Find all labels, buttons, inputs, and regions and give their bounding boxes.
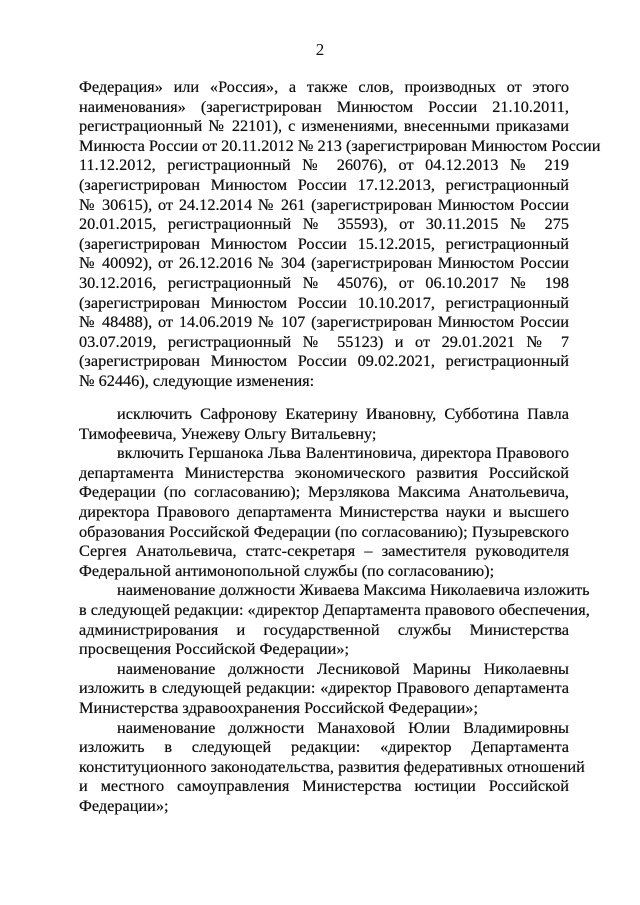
- text-line: департамента Министерства экономического развития Российской: [79, 462, 569, 482]
- change-paragraph: [79, 404, 569, 443]
- change-paragraph: [79, 580, 590, 659]
- paragraph: [79, 77, 601, 391]
- change-paragraph: [79, 443, 569, 580]
- intro-paragraph: [79, 77, 601, 391]
- text-line: директора Правового департамента Министерства науки и высшего: [79, 501, 569, 521]
- text-line: (зарегистрирован Минюстом России 17.12.2013, регистрационный: [79, 174, 569, 194]
- change-paragraph: [79, 717, 585, 816]
- text-line: (зарегистрирован Минюстом России 10.10.2017, регистрационный: [79, 292, 569, 312]
- text-line: Федерации»;: [79, 795, 169, 815]
- text-line: 11.12.2012, регистрационный № 26076), от 04.12.2013 № 219: [79, 155, 569, 175]
- text-line: (зарегистрирован Минюстом России 15.12.2015, регистрационный: [79, 233, 569, 253]
- text-line: наименование должности Живаева Максима Николаевича изложить: [117, 580, 590, 600]
- text-line: № 30615), от 24.12.2014 № 261 (зарегистрирован Минюстом России: [79, 194, 569, 214]
- text-line: включить Гершанока Льва Валентиновича, директора Правового: [117, 443, 569, 463]
- text-line: наименование должности Лесниковой Марины Николаевны: [117, 658, 569, 678]
- text-line: Федерация» или «Россия», а также слов, производных от этого: [79, 77, 569, 96]
- text-line: в следующей редакции: «директор Департамента правового обеспечения,: [79, 599, 590, 619]
- text-line: Тимофеевича, Унежеву Ольгу Витальевну;: [79, 423, 377, 443]
- text-line: № 62446), следующие изменения:: [79, 370, 315, 390]
- text-line: наименования» (зарегистрирован Минюстом России 21.10.2011,: [79, 96, 569, 116]
- text-line: 30.12.2016, регистрационный № 45076), от 06.10.2017 № 198: [79, 272, 569, 292]
- text-line: администрирования и государственной службы Министерства: [79, 619, 569, 639]
- change-paragraph: [79, 659, 569, 718]
- text-line: Федеральной антимонопольной службы (по согласованию);: [79, 560, 495, 580]
- text-line: образования Российской Федерации (по согласованию); Пузыревского: [79, 521, 569, 541]
- text-line: Минюста России от 20.11.2012 № 213 (зарегистрирован Минюстом России: [79, 135, 601, 155]
- text-line: конституционного законодательства, развития федеративных отношений: [79, 756, 585, 776]
- text-line: (зарегистрирован Минюстом России 09.02.2021, регистрационный: [79, 351, 569, 371]
- text-line: наименование должности Манаховой Юлии Владимировны: [117, 717, 569, 737]
- text-line: изложить в следующей редакции: «директор Правового департамента: [79, 678, 569, 698]
- text-line: № 48488), от 14.06.2019 № 107 (зарегистрирован Минюстом России: [79, 312, 569, 332]
- text-line: регистрационный № 22101), с изменениями, внесенными приказами: [79, 116, 569, 136]
- text-line: просвещения Российской Федерации»;: [79, 639, 350, 659]
- text-line: Сергея Анатольевича, статс-секретаря – заместителя руководителя: [79, 541, 569, 561]
- text-line: и местного самоуправления Министерства юстиции Российской: [79, 776, 569, 796]
- text-line: изложить в следующей редакции: «директор Департамента: [79, 737, 569, 757]
- text-line: Федерации (по согласованию); Мерзлякова Максима Анатольевича,: [79, 482, 569, 502]
- text-line: 03.07.2019, регистрационный № 55123) и от 29.01.2021 № 7: [79, 331, 569, 351]
- text-line: исключить Сафронову Екатерину Ивановну, Субботина Павла: [117, 404, 569, 423]
- text-line: 20.01.2015, регистрационный № 35593), от 30.11.2015 № 275: [79, 214, 569, 234]
- page-number: 2: [315, 40, 325, 59]
- text-line: № 40092), от 26.12.2016 № 304 (зарегистрирован Минюстом России: [79, 253, 569, 273]
- text-line: Министерства здравоохранения Российской Федерации»;: [79, 697, 478, 717]
- changes-list: [79, 404, 590, 815]
